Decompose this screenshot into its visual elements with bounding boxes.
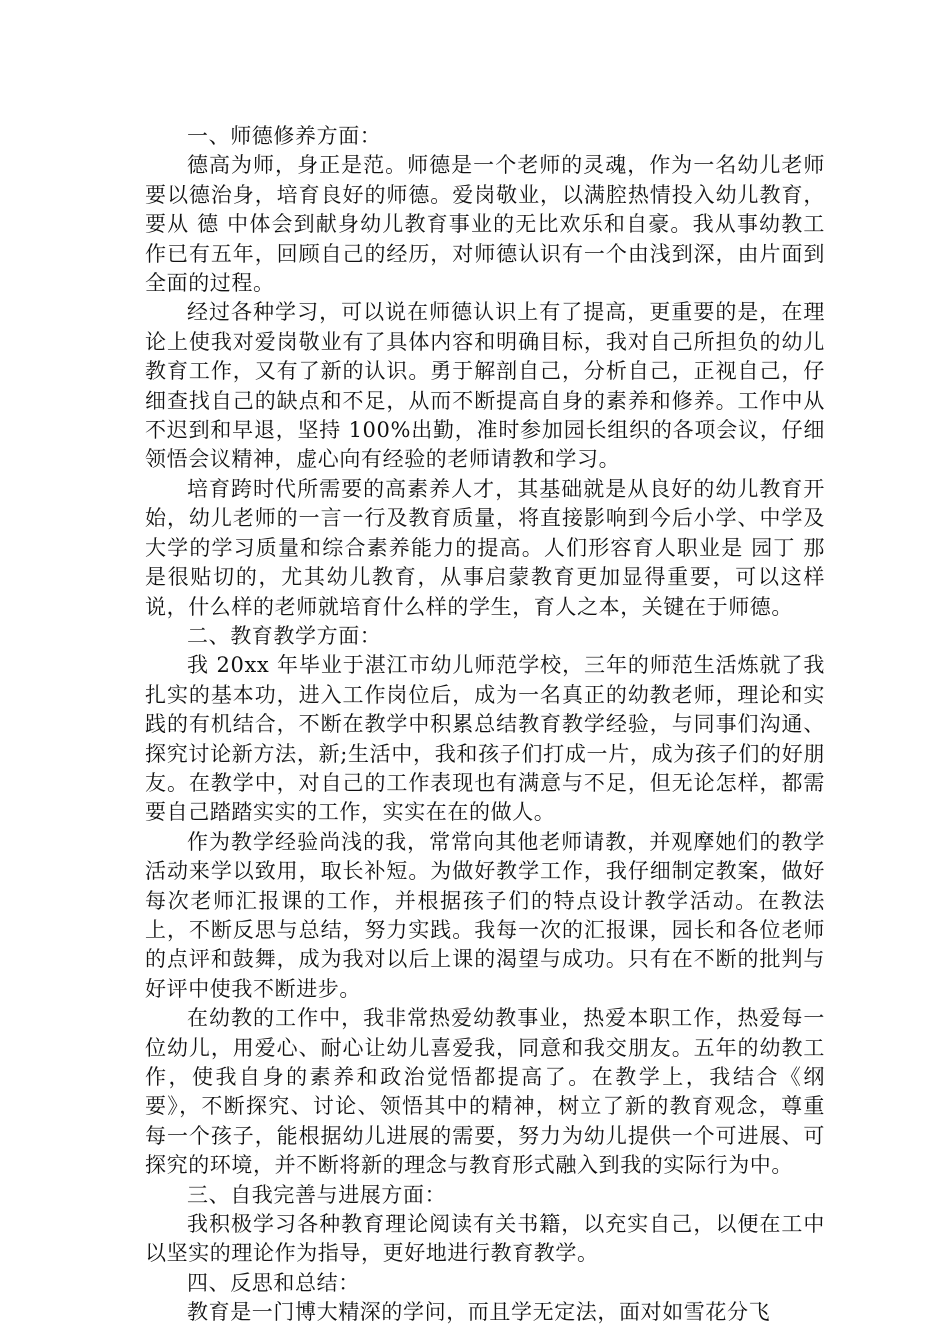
section-heading-1: 一、师德修养方面： — [187, 124, 382, 148]
paragraph: 作为教学经验尚浅的我，常常向其他老师请教，并观摩她们的教学活动来学以致用，取长补短。为做好教学工作，我仔细制定教案，做好每次老师汇报课的工作，并根据孩子们的特点设计教学活动。在教法上，不断反思与总结，努力实践。我每一次的汇报课，园长和各位老师的点评和鼓舞，成为我对以后上课的渴望与成功。只有在不断的批判与好评中使我不断进步。 — [145, 829, 825, 1001]
paragraph: 德高为师，身正是范。师德是一个老师的灵魂，作为一名幼儿老师要以德治身，培育良好的师德。爱岗敬业，以满腔热情投入幼儿教育，要从 德 中体会到献身幼儿教育事业的无比欢乐和自豪。我从事幼教工作已有五年，回顾自己的经历，对师德认识有一个由浅到深，由片面到全面的过程。 — [145, 153, 825, 296]
paragraph: 我积极学习各种教育理论阅读有关书籍，以充实自己，以便在工中以坚实的理论作为指导，更好地进行教育教学。 — [145, 1212, 825, 1266]
document-body — [145, 122, 825, 1328]
paragraph: 教育是一门博大精深的学问，而且学无定法，面对如雪花分飞 — [187, 1300, 771, 1325]
paragraph: 在幼教的工作中，我非常热爱幼教事业，热爱本职工作，热爱每一位幼儿，用爱心、耐心让幼儿喜爱我，同意和我交朋友。五年的幼教工作，使我自身的素养和政治觉悟都提高了。在教学上，我结合《纲要》，不断探究、讨论、领悟其中的精神，树立了新的教育观念，尊重每一个孩子，能根据幼儿进展的需要，努力为幼儿提供一个可进展、可探究的环境，并不断将新的理念与教育形式融入到我的实际行为中。 — [145, 1006, 825, 1178]
section-heading-3: 三、自我完善与进展方面： — [187, 1182, 447, 1207]
paragraph: 培育跨时代所需要的高素养人才，其基础就是从良好的幼儿教育开始，幼儿老师的一言一行及教育质量，将直接影响到今后小学、中学及大学的学习质量和综合素养能力的提高。人们形容育人职业是 园丁 那是很贴切的，尤其幼儿教育，从事启蒙教育更加显得重要，可以这样说，什么样的老师就培育什么样的学生，育人之本，关键在于师德。 — [145, 476, 825, 619]
section-heading-2: 二、教育教学方面： — [187, 623, 382, 648]
paragraph: 经过各种学习，可以说在师德认识上有了提高，更重要的是，在理论上使我对爱岗敬业有了具体内容和明确目标，我对自己所担负的幼儿教育工作，又有了新的认识。勇于解剖自己，分析自己，正视自己，仔细查找自己的缺点和不足，从而不断提高自身的素养和修养。工作中从不迟到和早退，坚持 100%出勤，准时参加园长组织的各项会议，仔细领悟会议精神，虚心向有经验的老师请教和学习。 — [145, 300, 825, 472]
paragraph: 我 20xx 年毕业于湛江市幼儿师范学校，三年的师范生活炼就了我扎实的基本功，进入工作岗位后，成为一名真正的幼教老师，理论和实践的有机结合，不断在教学中积累总结教育教学经验，与同事们沟通、探究讨论新方法，新;生活中，我和孩子们打成一片，成为孩子们的好朋友。在教学中，对自己的工作表现也有满意与不足，但无论怎样，都需要自己踏踏实实的工作，实实在在的做人。 — [145, 653, 825, 825]
section-heading-4: 四、反思和总结： — [187, 1270, 360, 1295]
